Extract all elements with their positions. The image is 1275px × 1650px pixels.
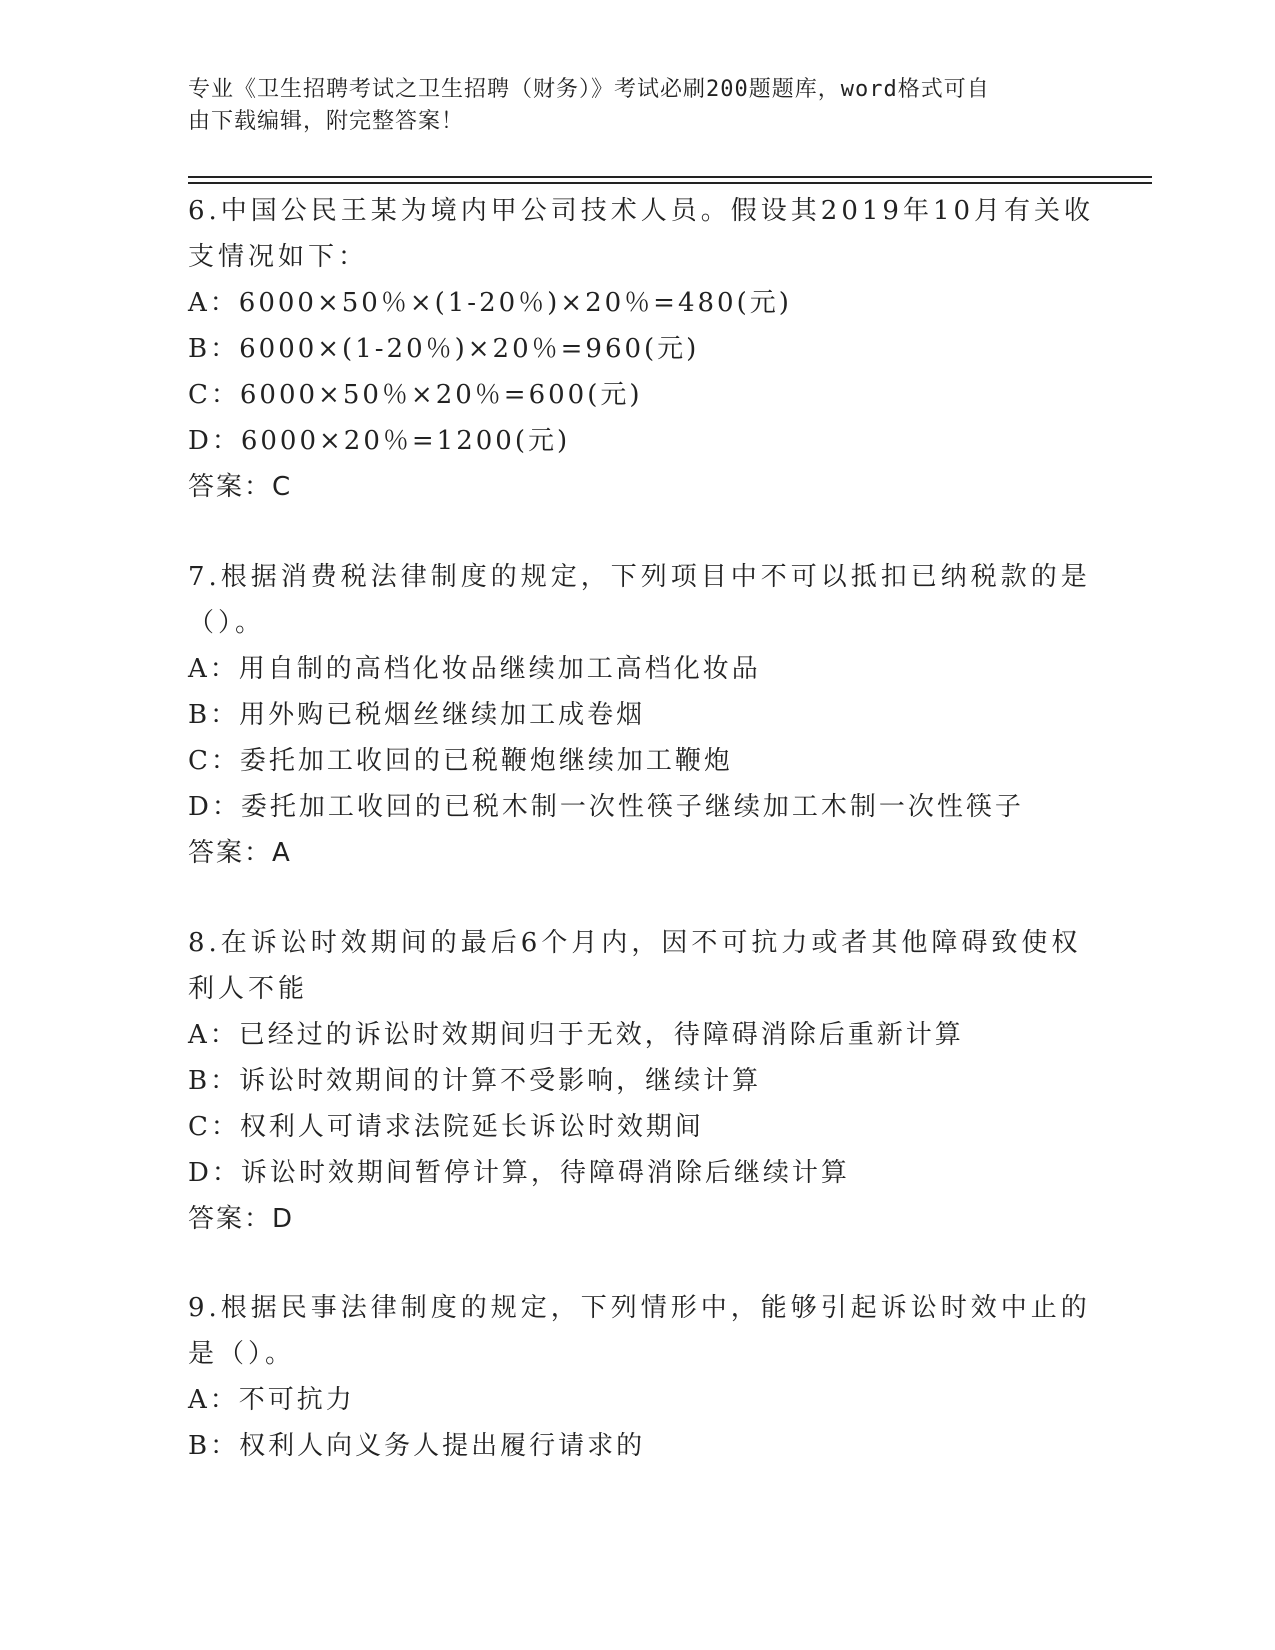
header-divider-top (188, 176, 1152, 178)
question-stem: 8.在诉讼时效期间的最后6个月内，因不可抗力或者其他障碍致使权 (188, 928, 1082, 958)
option-c: C：6000×50％×20％=600(元) (188, 380, 643, 410)
option-c: C：委托加工收回的已税鞭炮继续加工鞭炮 (188, 746, 733, 776)
header-title-line-2: 由下载编辑，附完整答案！ (188, 109, 465, 134)
header-title-line-1: 专业《卫生招聘考试之卫生招聘（财务）》考试必刷200题题库，word格式可自 (188, 77, 990, 102)
question-stem-continued: 是（）。 (188, 1339, 296, 1369)
question-stem: 6.中国公民王某为境内甲公司技术人员。假设其2019年10月有关收 (188, 196, 1095, 226)
option-c: C：权利人可请求法院延长诉讼时效期间 (188, 1112, 704, 1142)
option-a: A：已经过的诉讼时效期间归于无效，待障碍消除后重新计算 (188, 1020, 964, 1050)
answer-label: 答案：D (188, 1204, 295, 1234)
option-d: D：6000×20％=1200(元) (188, 426, 571, 456)
question-stem-continued: 支情况如下： (188, 242, 369, 272)
option-b: B：6000×(1-20％)×20％=960(元) (188, 334, 700, 364)
option-d: D：委托加工收回的已税木制一次性筷子继续加工木制一次性筷子 (188, 792, 1024, 822)
option-d: D：诉讼时效期间暂停计算，待障碍消除后继续计算 (188, 1158, 850, 1188)
question-stem-continued: 利人不能 (188, 974, 309, 1004)
answer-label: 答案：A (188, 838, 292, 868)
question-stem-continued: （）。 (188, 608, 266, 638)
option-b: B：诉讼时效期间的计算不受影响，继续计算 (188, 1066, 762, 1096)
question-8 (188, 920, 1082, 1242)
answer-label: 答案：C (188, 472, 293, 502)
option-b: B：用外购已税烟丝继续加工成卷烟 (188, 700, 646, 730)
option-a: A：6000×50％×(1-20％)×20％=480(元) (188, 288, 792, 318)
question-stem: 7.根据消费税法律制度的规定，下列项目中不可以抵扣已纳税款的是 (188, 562, 1091, 592)
document-header (188, 74, 1078, 138)
option-a: A：用自制的高档化妆品继续加工高档化妆品 (188, 654, 761, 684)
option-a: A：不可抗力 (188, 1385, 355, 1415)
question-7 (188, 554, 1091, 876)
question-9 (188, 1285, 1091, 1469)
option-b: B：权利人向义务人提出履行请求的 (188, 1431, 646, 1461)
question-6 (188, 188, 1095, 510)
question-stem: 9.根据民事法律制度的规定，下列情形中，能够引起诉讼时效中止的 (188, 1293, 1091, 1323)
header-divider-bottom (188, 182, 1152, 184)
